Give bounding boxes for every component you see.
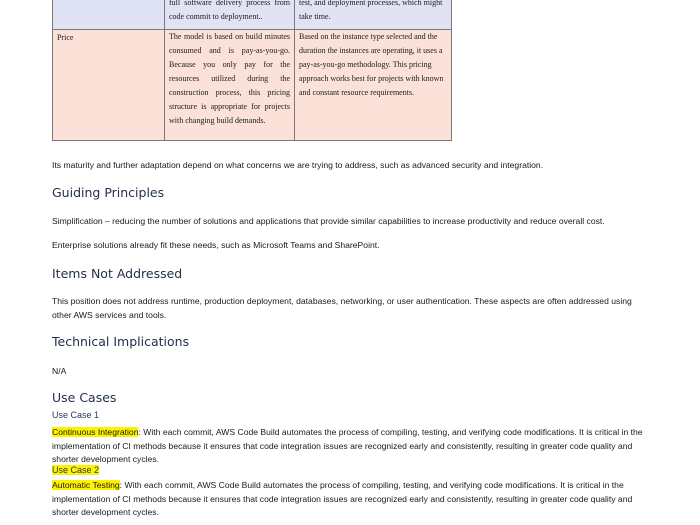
table-cell [53,0,165,30]
not-addressed-paragraph: This position does not address runtime, production deployment, databases, networking, or user authentication. These aspects are often addressed using other AWS services and tools. [52,296,632,320]
table-row [53,0,452,30]
use-case-1-text: : With each commit, AWS Code Build automates the process of compiling, testing, and verifying code modifications. It is critical in the implementation of CI methods because it ensures that code integration issues are recognized early and consistently, resulting in greater code quality and shorter development cycles. [52,427,643,464]
use-case-2-title [52,465,99,475]
table-row-price [53,30,452,141]
items-not-addressed-heading: Items Not Addressed [52,266,183,281]
highlighted-term: Continuous Integration [52,427,139,437]
use-case-2-paragraph [52,479,652,520]
guiding-paragraph-2: Enterprise solutions already fit these needs, such as Microsoft Teams and SharePoint. [52,240,380,250]
highlighted-title: Use Case 2 [52,465,100,475]
comparison-table [52,0,452,141]
technical-paragraph: N/A [52,366,67,376]
table-cell: The model is based on build minutes consumed and is pay-as-you-go. Because you only pay for the resources utilized during the construction process, this pricing structure is appropriate for projects with changing build demands. [165,30,295,141]
intro-paragraph: Its maturity and further adaptation depend on what concerns we are trying to address, such as advanced security and integration. [52,160,544,170]
use-case-1-paragraph [52,426,652,467]
guiding-paragraph-1: Simplification – reducing the number of solutions and applications that provide similar capabilities to increase productivity and reduce overall cost. [52,216,605,226]
use-case-2-text: : With each commit, AWS Code Build automates the process of compiling, testing, and verifying code modifications. It is critical in the implementation of CI methods because it ensures that code integration issues are recognized early and consistently, resulting in greater code quality and shorter development cycles. [52,480,633,517]
guiding-principles-heading: Guiding Principles [52,185,165,200]
use-case-1-title: Use Case 1 [52,410,100,420]
technical-implications-heading: Technical Implications [52,334,190,349]
price-label: Price [57,33,74,42]
table-cell: full software delivery process from code commit to deployment.. [165,0,295,30]
highlighted-term: Automatic Testing [52,480,120,490]
table-cell: test, and deployment processes, which might take time. [295,0,452,30]
table-cell-label [53,30,165,141]
use-cases-heading: Use Cases [52,390,117,405]
table-cell: Based on the instance type selected and the duration the instances are operating, it uses a pay-as-you-go methodology. This pricing approach works best for projects with known and constant resource requirements. [295,30,452,141]
